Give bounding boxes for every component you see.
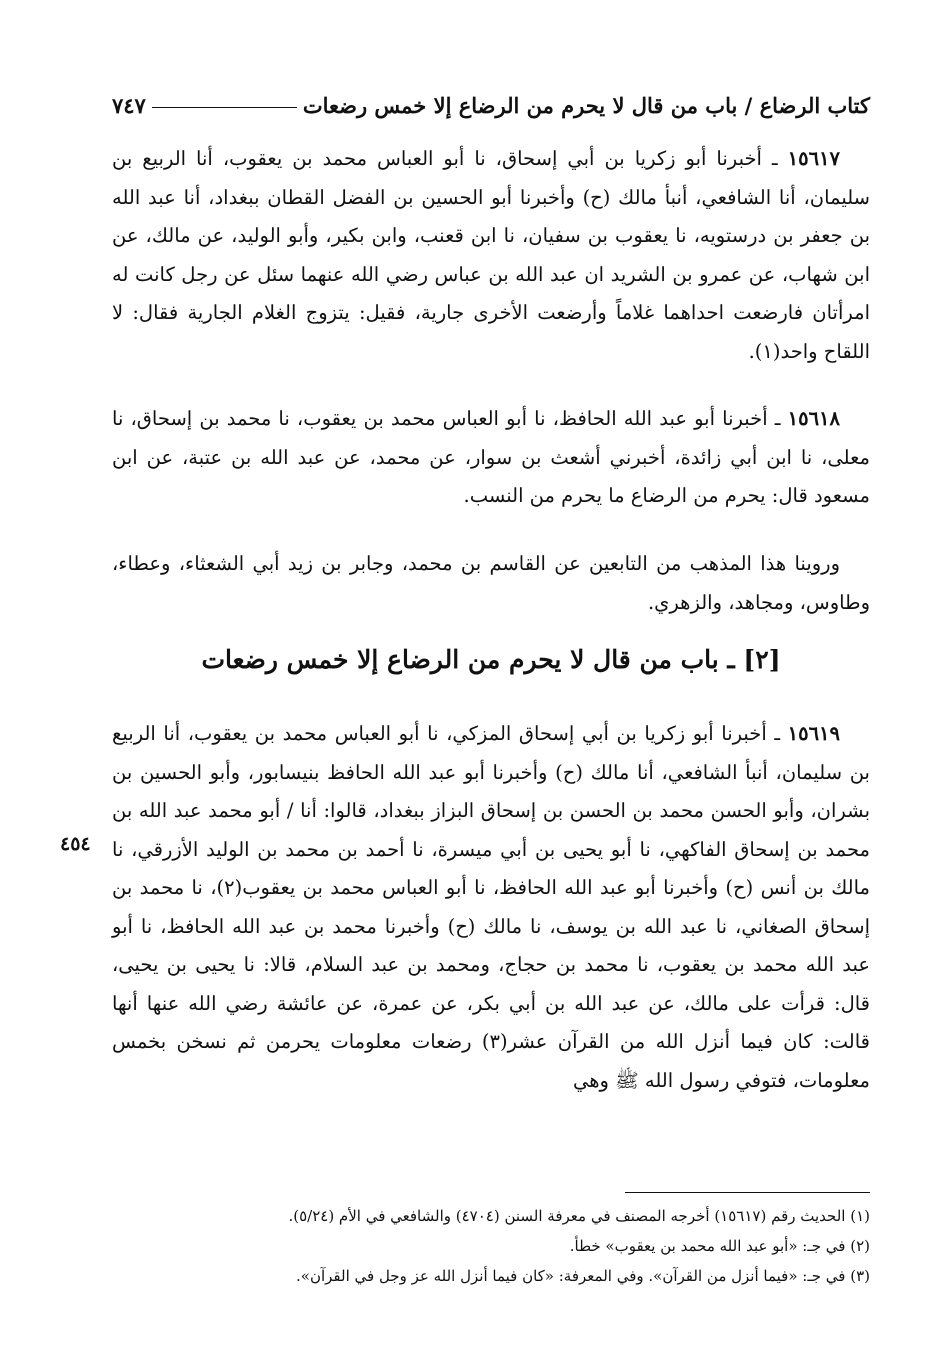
footnote-1: (١) الحديث رقم (١٥٦١٧) أخرجه المصنف في معرفة السنن (٤٧٠٤) والشافعي في الأم (٥/٢٤). [288, 1207, 870, 1225]
followers-note [112, 545, 870, 622]
hadith-text: ـ أخبرنا أبو زكريا بن أبي إسحاق، نا أبو العباس محمد بن يعقوب، أنا الربيع بن سليمان، أنا الشافعي، أنبأ مالك (ح) وأخبرنا أبو الحسين بن الفضل القطان ببغداد، أنا عبد الله بن جعفر بن درستويه، نا يعقوب بن سفيان، نا ابن قعنب، وابن بكير، وأبو الوليد، عن مالك، عن ابن شهاب، عن عمرو بن الشريد ان عبد الله بن عباس رضي الله عنهما سئل عن رجل كانت له امرأتان فارضعت احداهما غلاماً وأرضعت الأخرى جارية، فقيل: يتزوج الغلام الجارية فقال: لا اللقاح واحد(١). [112, 147, 870, 363]
hadith-15619 [112, 715, 870, 1100]
hadith-15617 [112, 140, 870, 371]
footnote-rule [625, 1192, 870, 1193]
running-header-title: كتاب الرضاع / باب من قال لا يحرم من الرضاع إلا خمس رضعات [302, 93, 870, 118]
running-header [112, 80, 870, 118]
hadith-number: ١٥٦١٩ [787, 722, 840, 745]
margin-page-reference: ٤٥٤ [60, 833, 91, 855]
footnote-3: (٣) في جـ: «فيما أنزل من القرآن». وفي المعرفة: «كان فيما أنزل الله عز وجل في القرآن». [296, 1267, 870, 1285]
page-number: ٧٤٧ [112, 93, 146, 118]
section-heading: [٢] ـ باب من قال لا يحرم من الرضاع إلا خمس رضعات [201, 645, 781, 674]
hadith-number: ١٥٦١٨ [787, 407, 840, 430]
followers-note-text: وروينا هذا المذهب من التابعين عن القاسم بن محمد، وجابر بن زيد أبي الشعثاء، وعطاء، وطاوس، ومجاهد، والزهري. [112, 552, 870, 614]
hadith-text: ـ أخبرنا أبو عبد الله الحافظ، نا أبو العباس محمد بن يعقوب، نا محمد بن إسحاق، نا معلى، نا ابن أبي زائدة، أخبرني أشعث بن سوار، عن محمد، عن عبد الله بن عتبة، عن ابن مسعود قال: يحرم من الرضاع ما يحرم من النسب. [112, 407, 870, 507]
footnotes [112, 1201, 870, 1291]
header-rule [152, 107, 297, 108]
hadith-text: ـ أخبرنا أبو زكريا بن أبي إسحاق المزكي، نا أبو العباس محمد بن يعقوب، أنا الربيع بن سليمان، أنبأ الشافعي، أنا مالك (ح) وأخبرنا أبو عبد الله الحافظ بنيسابور، وأبو الحسين بن بشران، وأبو الحسن محمد بن الحسن بن إسحاق البزاز ببغداد، قالوا: أنا / أبو محمد عبد الله بن محمد بن إسحاق الفاكهي، نا أبو يحيى بن أبي ميسرة، نا أحمد بن محمد بن الوليد الأزرقي، نا مالك بن أنس (ح) وأخبرنا أبو عبد الله الحافظ، نا أبو العباس محمد بن يعقوب(٢)، نا محمد بن إسحاق الصغاني، نا عبد الله بن يوسف، نا مالك (ح) وأخبرنا محمد بن عبد الله الحافظ، نا أبو عبد الله محمد بن يعقوب، نا محمد بن حجاج، ومحمد بن عبد السلام، قالا: نا يحيى بن يحيى، قال: قرأت على مالك، عن عبد الله بن أبي بكر، عن عمرة، عن عائشة رضي الله عنها أنها قالت: كان فيما أنزل الله من القرآن عشر(٣) رضعات معلومات يحرمن ثم نسخن بخمس معلومات، فتوفي رسول الله ﷺ وهي [112, 722, 870, 1092]
footnote-2: (٢) في جـ: «أبو عبد الله محمد بن يعقوب» خطأ. [569, 1237, 870, 1255]
hadith-15618 [112, 400, 870, 516]
hadith-number: ١٥٦١٧ [787, 147, 840, 170]
